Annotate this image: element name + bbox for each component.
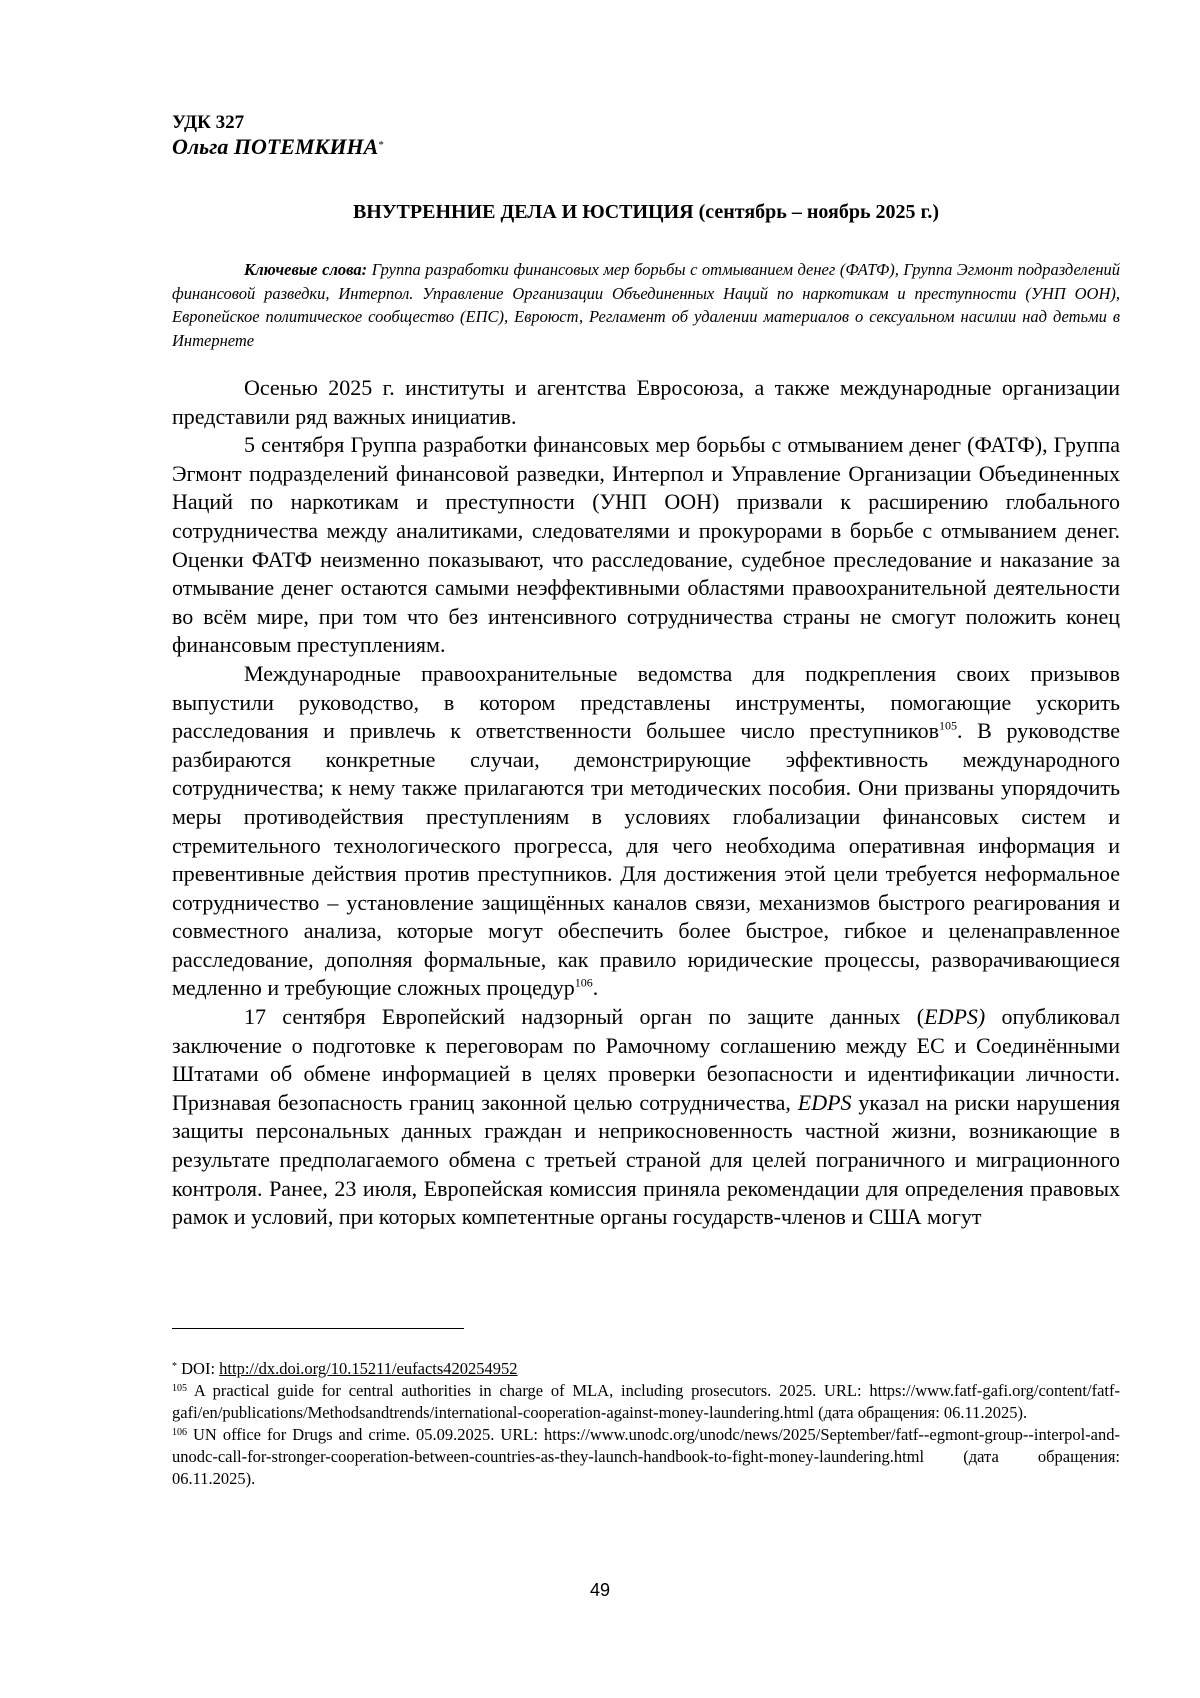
footnote-106 — [172, 1424, 1120, 1490]
page-number: 49 — [589, 1580, 611, 1600]
footnote-ref-106[interactable]: 106 — [574, 976, 593, 991]
paragraph-4 — [172, 1003, 1120, 1232]
paragraph-3-part-a: Международные правоохранительные ведомства для подкрепления своих призывов выпустили руководство, в котором представлены инструменты, помогающие ускорить расследования и привлечь к ответственности большее число преступников — [172, 660, 1120, 744]
footnote-106-text: UN office for Drugs and crime. 05.09.2025. URL: https://www.unodc.org/unodc/news/2025/September/fatf--egmont-group--interpol-and-unodc-call-for-stronger-cooperation-between-countries-as-they-launch-handbook-to-fight-money-laundering.html (дата обращения: 06.11.2025). — [172, 1425, 1120, 1488]
doi-link[interactable]: http://dx.doi.org/10.15211/eufacts420254952 — [219, 1359, 518, 1378]
footnote-doi — [172, 1358, 1120, 1380]
paragraph-4-part-a: 17 сентября Европейский надзорный орган по защите данных ( — [244, 1004, 925, 1030]
keywords-text: Группа разработки финансовых мер борьбы с отмыванием денег (ФАТФ), Группа Эгмонт подразделений финансовой разведки, Интерпол. Управление Организации Объединенных Наций по наркотикам и преступности (УНП ООН), Европейское политическое сообщество (ЕПС), Евроюст, Регламент об удалении материалов о сексуальном насилии над детьми в Интернете — [172, 260, 1120, 350]
footnote-separator — [172, 1328, 464, 1329]
edps-abbrev-1: EDPS) — [924, 1004, 986, 1030]
paragraph-3 — [172, 660, 1120, 1003]
footnote-105-text: A practical guide for central authorities in charge of MLA, including prosecutors. 2025. URL: https://www.fatf-gafi.org/content/fatf-gafi/en/publications/Methodsandtrends/international-cooperation-against-money-laundering.html (дата обращения: 06.11.2025). — [172, 1381, 1120, 1422]
paragraph-2: 5 сентября Группа разработки финансовых мер борьбы с отмыванием денег (ФАТФ), Группа Эгмонт подразделений финансовой разведки, Интерпол и Управление Организации Объединенных Наций по наркотикам и преступности (УНП ООН) призвали к расширению глобального сотрудничества между аналитиками, следователями и прокурорами в борьбе с отмыванием денег. Оценки ФАТФ неизменно показывают, что расследование, судебное преследование и наказание за отмывание денег остаются самыми неэффективными областями правоохранительной деятельности во всём мире, при том что без интенсивного сотрудничества страны не смогут положить конец финансовым преступлениям. — [172, 432, 1120, 658]
paragraph-4-part-c: указал на риски нарушения защиты персональных данных граждан и неприкосновенность частной жизни, возникающие в результате предполагаемого обмена с третьей страной для целей пограничного и миграционного контроля. Ранее, 23 июля, Европейская комиссия приняла рекомендации для определения правовых рамок и условий, при которых компетентные органы государств-членов и США могут — [172, 1089, 1120, 1230]
keywords — [172, 258, 1120, 352]
udk-code: УДК 327 — [172, 112, 245, 133]
author-name — [172, 134, 1120, 160]
footnote-ref-105[interactable]: 105 — [938, 718, 957, 733]
footnote-105 — [172, 1380, 1120, 1424]
author-footnote-mark[interactable]: * — [378, 139, 384, 151]
footnote-doi-mark: * — [172, 1361, 177, 1372]
paragraph-1: Осенью 2025 г. институты и агентства Евросоюза, а также международные организации представили ряд важных инициатив. — [172, 375, 1120, 429]
footnote-doi-label: DOI: — [177, 1359, 220, 1378]
footnote-106-mark: 106 — [172, 1427, 187, 1438]
paragraph-3-part-c: . — [592, 975, 599, 1001]
article-title: ВНУТРЕННИЕ ДЕЛА И ЮСТИЦИЯ (сентябрь – ноябрь 2025 г.) — [352, 201, 940, 223]
author-name-text: Ольга ПОТЕМКИНА — [172, 134, 379, 159]
footnotes — [172, 1358, 1120, 1490]
keywords-label: Ключевые слова: — [244, 260, 368, 279]
footnote-105-mark: 105 — [172, 1383, 187, 1394]
paragraph-3-part-b: . В руководстве разбираются конкретные случаи, демонстрирующие эффективность международного сотрудничества; к нему также прилагаются три методических пособия. Они призваны упорядочить меры противодействия преступлениям в условиях глобализации финансовых систем и стремительного технологического прогресса, для чего необходима оперативная информация и превентивные действия против преступников. Для достижения этой цели требуется неформальное сотрудничество – установление защищённых каналов связи, механизмов быстрого реагирования и совместного анализа, которые могут обеспечить более быстрое, гибкое и целенаправленное расследование, дополняя формальные, как правило юридические процессы, разворачивающиеся медленно и требующие сложных процедур — [172, 718, 1120, 1001]
paragraph-4-part-b: опубликовал заключение о подготовке к переговорам по Рамочному соглашению между ЕС и Соединёнными Штатами об обмене информацией в целях проверки безопасности и идентификации личности. Признавая безопасность границ законной целью сотрудничества, — [172, 1004, 1120, 1115]
edps-abbrev-2: EDPS — [797, 1089, 852, 1115]
page-content — [172, 112, 1120, 1232]
